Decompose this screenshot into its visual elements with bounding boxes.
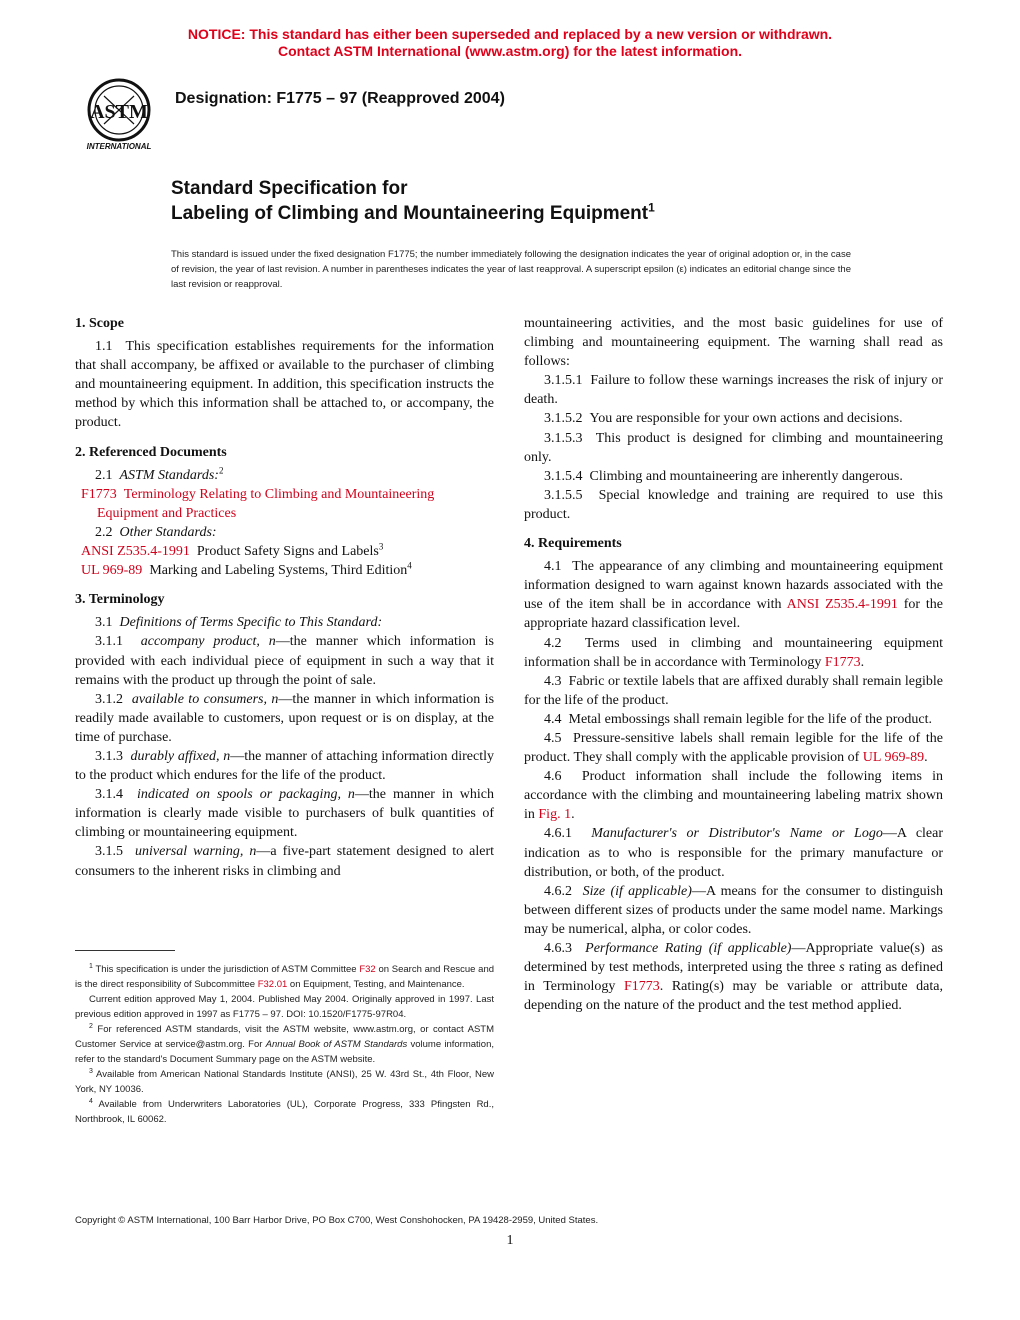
paragraph: 3.1 Definitions of Terms Specific to This Standard: [95,615,383,631]
definition: 3.1.1 accompany product, n—the manner which information is provided with each individual piece of equipment in such a way that it remains with the product up through the point of sale. [75,634,494,688]
footnote: $^3$ Available from American National Standards Institute (ANSI), 25 W. 43rd St., 4th Floor, New York, NY 10036. [75,1067,494,1095]
logo-text: ASTM [90,101,148,123]
section-heading: 3. Terminology [75,592,165,608]
paragraph: 4.6 Product information shall include the following items in accordance with the climbing and mountaineering labeling matrix shown in Fig. 1. [524,769,944,823]
right-column [524,314,943,1015]
footnote: $^4$ Available from Underwriters Laboratories (UL), Corporate Progress, 333 Pfingsten Rd., Northbrook, IL 60062. [75,1097,494,1125]
section-heading: 2. Referenced Documents [75,444,227,460]
warning-item: 3.1.5.1 Failure to follow these warnings increases the risk of injury or death. [524,373,944,408]
section-heading: 1. Scope [75,316,124,331]
reference-link[interactable]: F1773 [81,486,117,502]
logo-subtext: INTERNATIONAL [86,142,152,151]
reference-link[interactable]: UL 969-89 [862,750,925,766]
paragraph-continued: mountaineering activities, and the most basic guidelines for use of climbing and mountaineering equipment. The warning shall read as follows: [524,316,943,370]
reference-item: UL 969-89 Marking and Labeling Systems, Third Edition$^4$ [81,560,412,579]
copyright: Copyright © ASTM International, 100 Barr Harbor Drive, PO Box C700, West Conshohocken, PA 19428-2959, United States. [75,1215,599,1226]
footnote: $^1$ This specification is under the jurisdiction of ASTM Committee F32 on Search and Rescue and is the direct responsibility of Subcommittee F32.01 on Equipment, Testing, and Maintenance. [75,962,495,990]
designation: Designation: F1775 – 97 (Reapproved 2004) [175,90,505,107]
footnotes [75,962,494,1127]
paragraph: 4.6.1 Manufacturer's or Distributor's Name or Logo—A clear indication as to who is responsible for the primary manufacture or distribution, or both, of the product. [524,826,944,880]
paragraph: 1.1 This specification establishes requirements for the information that shall accompany, be affixed or available to the purchaser of climbing and mountaineering equipment. In addition, this specification instructs the method by which this information shall be attached to, or accompany, the product. [75,339,494,431]
warning-item: 3.1.5.4 Climbing and mountaineering are inherently dangerous. [544,468,903,484]
astm-logo-icon [76,76,162,152]
paragraph: 4.5 Pressure-sensitive labels shall remain legible for the life of the product. They shall comply with the applicable provision of UL 969-89. [524,730,943,766]
definition: 3.1.2 available to consumers, n—the manner in which information is readily made available to customers, upon request or is on display, at the time of purchase. [75,691,495,745]
title-line-1: Standard Specification for [171,178,408,199]
footnote-divider [75,950,175,951]
warning-item: 3.1.5.3 This product is designed for climbing and mountaineering only. [524,430,944,465]
paragraph: 4.2 Terms used in climbing and mountaineering equipment information shall be in accordance with Terminology F1773. [524,635,943,670]
warning-item: 3.1.5.2 You are responsible for your own actions and decisions. [544,411,903,427]
title-footnote-mark: 1 [648,200,655,215]
footnote: $^2$ For referenced ASTM standards, visit the ASTM website, www.astm.org, or contact ASTM Customer Service at service@astm.org. For Annual Book of ASTM Standards volume information, refer to the standard's Document Summary page on the ASTM website. [75,1022,495,1065]
reference-link[interactable]: F1773 [623,979,660,995]
definition: 3.1.3 durably affixed, n—the manner of attaching information directly to the product which endures for the life of the product. [75,748,494,784]
paragraph: 2.2 Other Standards: [95,524,217,540]
paragraph: 4.6.3 Performance Rating (if applicable)—Appropriate value(s) as determined by test methods, interpreted using the three s rating as defined in Terminology F1773. Rating(s) may be variable or attribute data, depending on the nature of the product and the test method applied. [524,941,944,1014]
paragraph: 4.3 Fabric or textile labels that are affixed durably shall remain legible for the life of the product. [524,673,944,708]
paragraph: 4.1 The appearance of any climbing and mountaineering equipment information designed to warn against known hazards associated with the use of the item shall be in accordance with ANSI Z535.4-1991 for the appropriate hazard classification level. [524,559,943,632]
definition: 3.1.5 universal warning, n—a five-part statement designed to alert consumers to the inherent risks in climbing and [75,844,494,879]
notice-line-2: Contact ASTM International (www.astm.org) for the latest information. [277,43,743,59]
reference-link[interactable]: ANSI Z535.4-1991 [786,597,898,613]
paragraph: 4.4 Metal embossings shall remain legible for the life of the product. [544,711,933,727]
issued-note: This standard is issued under the fixed designation F1775; the number immediately following the designation indicates the year of original adoption or, in the case of revision, the year of last revision. A number in parentheses indicates the year of last reapproval. A superscript epsilon (ε) indicates an editorial change since the last revision or reapproval. [171,249,851,290]
definition: 3.1.4 indicated on spools or packaging, n—the manner in which information is clearly made visible to purchasers of bulk quantities of climbing or mountaineering equipment. [75,787,495,841]
notice-line-1: NOTICE: This standard has either been superseded and replaced by a new version or withdrawn. [187,26,833,42]
reference-item[interactable]: F1773 Terminology Relating to Climbing and Mountaineering Equipment and Practices [81,486,435,521]
warning-item: 3.1.5.5 Special knowledge and training are required to use this product. [524,487,944,522]
title-line-2: Labeling of Climbing and Mountaineering Equipment [171,203,649,224]
reference-link[interactable]: F1773 [824,654,861,670]
footnote: Current edition approved May 1, 2004. Published May 2004. Originally approved in 1997. Last previous edition approved in 1997 as F1775 – 97. DOI: 10.1520/F1775-97R04. [75,994,494,1020]
footnote-link[interactable]: F32.01 [257,979,288,990]
reference-link[interactable]: UL 969-89 [81,563,143,579]
section-heading: 4. Requirements [524,536,622,552]
figure-link[interactable]: Fig. 1 [538,807,572,823]
page-number: 1 [506,1233,514,1248]
paragraph: 2.1 ASTM Standards:$^2$ [95,465,224,483]
reference-item: ANSI Z535.4-1991 Product Safety Signs and Labels$^3$ [81,541,384,560]
reference-link[interactable]: ANSI Z535.4-1991 [81,544,190,560]
withdrawal-notice [0,26,1020,60]
left-column [75,314,494,881]
footnote-link[interactable]: F32 [359,964,376,975]
document-title [171,176,655,226]
paragraph: 4.6.2 Size (if applicable)—A means for the consumer to distinguish between different sizes of products under the same model name. Markings may be numerical, alpha, or color codes. [524,883,943,937]
